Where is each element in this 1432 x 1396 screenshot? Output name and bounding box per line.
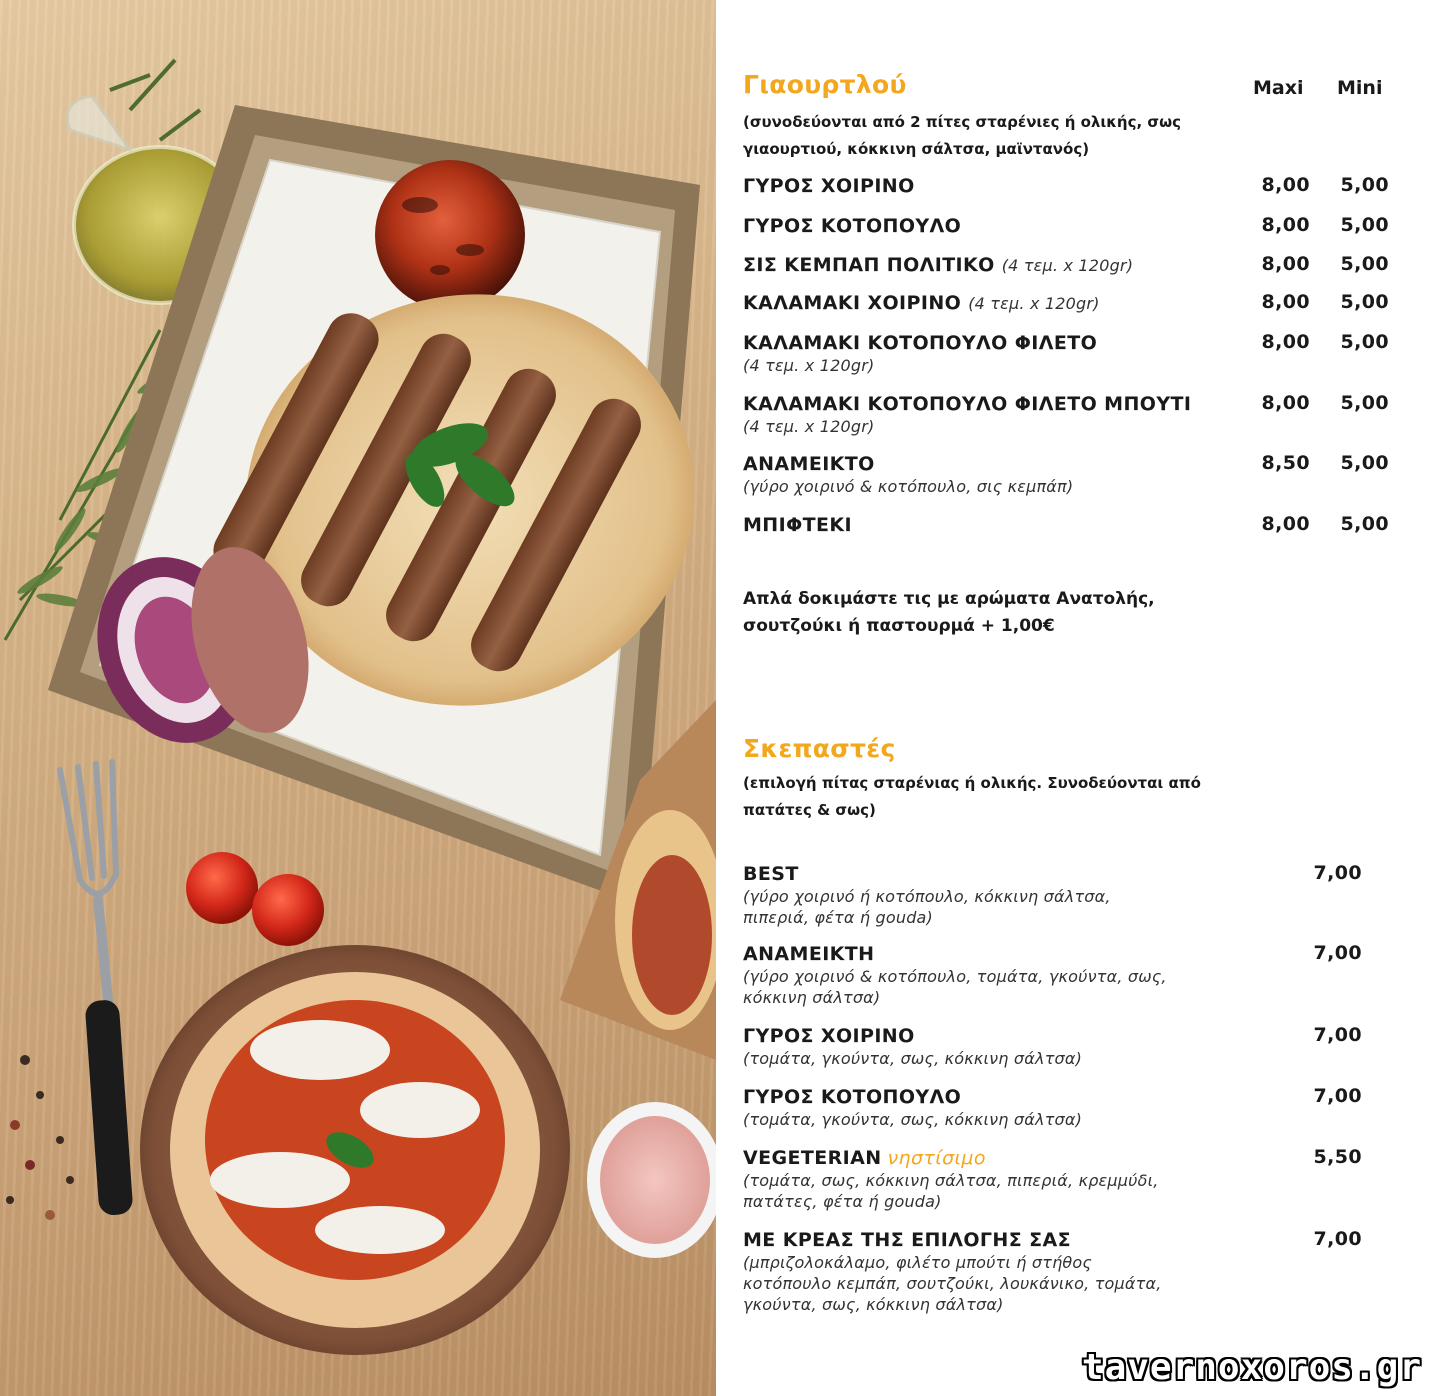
section-subtitle: (συνοδεύονται από 2 πίτες σταρένιες ή ολικής, σως γιαουρτιού, κόκκινη σάλτσα, μαϊντανός) bbox=[743, 113, 1182, 158]
menu-item: ΓΥΡΟΣ ΧΟΙΡΙΝΟ (τομάτα, γκούντα, σως, κόκκινη σάλτσα) 7,00 bbox=[743, 1024, 1362, 1068]
menu-item: ΚΑΛΑΜΑΚΙ ΚΟΤΟΠΟΥΛΟ ΦΙΛΕΤΟ ΜΠΟΥΤΙ (4 τεμ. x 120gr) 8,00 5,00 bbox=[743, 392, 1389, 436]
column-header-maxi: Maxi bbox=[1253, 77, 1304, 99]
price-mini: 5,00 bbox=[1340, 392, 1389, 414]
price-mini: 5,00 bbox=[1340, 214, 1389, 236]
menu-item: ΜΕ ΚΡΕΑΣ ΤΗΣ ΕΠΙΛΟΓΗΣ ΣΑΣ (μπριζολοκάλαμο, φιλέτο μπούτι ή στήθος κοτόπουλο κεμπάπ, σουτζούκι, λουκάνικο, τομάτα, γκούντα, σως, κόκκινη σάλτσα) 7,00 bbox=[743, 1228, 1362, 1314]
menu-item bbox=[743, 1146, 1403, 1212]
item-name: VEGETERIAN bbox=[743, 1147, 882, 1169]
item-quantity: (4 τεμ. x 120gr) bbox=[968, 294, 1100, 313]
price-maxi: 8,00 bbox=[1261, 174, 1310, 196]
column-header-mini: Mini bbox=[1337, 77, 1383, 99]
menu-item: ΓΥΡΟΣ ΧΟΙΡΙΝΟ 8,00 5,00 bbox=[743, 174, 1389, 197]
menu-panel bbox=[716, 0, 1432, 1396]
clay-bowl bbox=[140, 945, 570, 1355]
menu-item: ΓΥΡΟΣ ΚΟΤΟΠΟΥΛΟ (τομάτα, γκούντα, σως, κόκκινη σάλτσα) 7,00 bbox=[743, 1085, 1362, 1129]
item-description: (μπριζολοκάλαμο, φιλέτο μπούτι ή στήθος κοτόπουλο κεμπάπ, σουτζούκι, λουκάνικο, τομάτα, γκούντα, σως, κόκκινη σάλτσα) bbox=[743, 1253, 1162, 1314]
salt-bowl bbox=[587, 1102, 716, 1258]
menu-item: ΑΝΑΜΕΙΚΤΗ (γύρο χοιρινό & κοτόπουλο, τομάτα, γκούντα, σως, κόκκινη σάλτσα) 7,00 bbox=[743, 942, 1362, 1007]
cherry-tomato bbox=[186, 852, 258, 924]
item-description: (τομάτα, γκούντα, σως, κόκκινη σάλτσα) bbox=[743, 1110, 1083, 1129]
menu-item: ΓΥΡΟΣ ΚΟΤΟΠΟΥΛΟ 8,00 5,00 bbox=[743, 214, 1389, 237]
price-maxi: 8,50 bbox=[1261, 452, 1310, 474]
roasted-tomato bbox=[375, 160, 525, 310]
item-name: ΣΙΣ ΚΕΜΠΑΠ ΠΟΛΙΤΙΚΟ bbox=[743, 254, 995, 276]
item-name: ΚΑΛΑΜΑΚΙ ΧΟΙΡΙΝΟ bbox=[743, 292, 962, 314]
watermark: tavernoxoros.gr bbox=[1081, 1347, 1422, 1388]
addon-note: Απλά δοκιμάστε τις με αρώματα Ανατολής, σουτζούκι ή παστουρμά + 1,00€ bbox=[743, 589, 1155, 636]
price-mini: 5,00 bbox=[1340, 253, 1389, 275]
fork bbox=[60, 762, 116, 1000]
item-description: (τομάτα, σως, κόκκινη σάλτσα, πιπεριά, κρεμμύδι, πατάτες, φέτα ή gouda) bbox=[743, 1171, 1159, 1211]
item-description: (γύρο χοιρινό ή κοτόπουλο, κόκκινη σάλτσα, πιπεριά, φέτα ή gouda) bbox=[743, 887, 1111, 927]
menu-item bbox=[743, 291, 1403, 316]
price-mini: 5,00 bbox=[1340, 452, 1389, 474]
section-subtitle: (επιλογή πίτας σταρένιας ή ολικής. Συνοδεύονται από πατάτες & σως) bbox=[743, 774, 1201, 819]
price-mini: 5,00 bbox=[1340, 291, 1389, 313]
price-maxi: 8,00 bbox=[1261, 513, 1310, 535]
item-description: (γύρο χοιρινό & κοτόπουλο, σις κεμπάπ) bbox=[743, 477, 1074, 496]
price-mini: 5,00 bbox=[1340, 331, 1389, 353]
price-maxi: 8,00 bbox=[1261, 291, 1310, 313]
item-quantity: (4 τεμ. x 120gr) bbox=[1001, 256, 1134, 275]
price-maxi: 8,00 bbox=[1261, 331, 1310, 353]
menu-item: BEST (γύρο χοιρινό ή κοτόπουλο, κόκκινη σάλτσα, πιπεριά, φέτα ή gouda) 7,00 bbox=[743, 862, 1362, 927]
price: 7,00 bbox=[1313, 1085, 1362, 1107]
price: 7,00 bbox=[1313, 942, 1362, 964]
section-title-yiaourtlou: Γιαουρτλού bbox=[743, 70, 907, 99]
lenten-tag: νηστίσιμο bbox=[887, 1147, 986, 1169]
price: 5,50 bbox=[1313, 1146, 1362, 1168]
item-description: (τομάτα, γκούντα, σως, κόκκινη σάλτσα) bbox=[743, 1049, 1083, 1068]
price-maxi: 8,00 bbox=[1261, 392, 1310, 414]
item-description: (4 τεμ. x 120gr) bbox=[743, 356, 875, 375]
menu-item: ΚΑΛΑΜΑΚΙ ΚΟΤΟΠΟΥΛΟ ΦΙΛΕΤΟ (4 τεμ. x 120gr) 8,00 5,00 bbox=[743, 331, 1389, 375]
price: 7,00 bbox=[1313, 1228, 1362, 1250]
peppercorns bbox=[6, 1055, 74, 1220]
item-description: (4 τεμ. x 120gr) bbox=[743, 417, 875, 436]
price-mini: 5,00 bbox=[1340, 174, 1389, 196]
cherry-tomato bbox=[252, 874, 324, 946]
price-maxi: 8,00 bbox=[1261, 214, 1310, 236]
section-title-skepastes: Σκεπαστές bbox=[743, 734, 896, 763]
price: 7,00 bbox=[1313, 862, 1362, 884]
menu-item: ΜΠΙΦΤΕΚΙ 8,00 5,00 bbox=[743, 513, 1389, 536]
menu-item bbox=[743, 253, 1403, 278]
menu-item: ΑΝΑΜΕΙΚΤΟ (γύρο χοιρινό & κοτόπουλο, σις κεμπάπ) 8,50 5,00 bbox=[743, 452, 1389, 496]
price-mini: 5,00 bbox=[1340, 513, 1389, 535]
item-description: (γύρο χοιρινό & κοτόπουλο, τομάτα, γκούντα, σως, κόκκινη σάλτσα) bbox=[743, 967, 1167, 1007]
price: 7,00 bbox=[1313, 1024, 1362, 1046]
price-maxi: 8,00 bbox=[1261, 253, 1310, 275]
